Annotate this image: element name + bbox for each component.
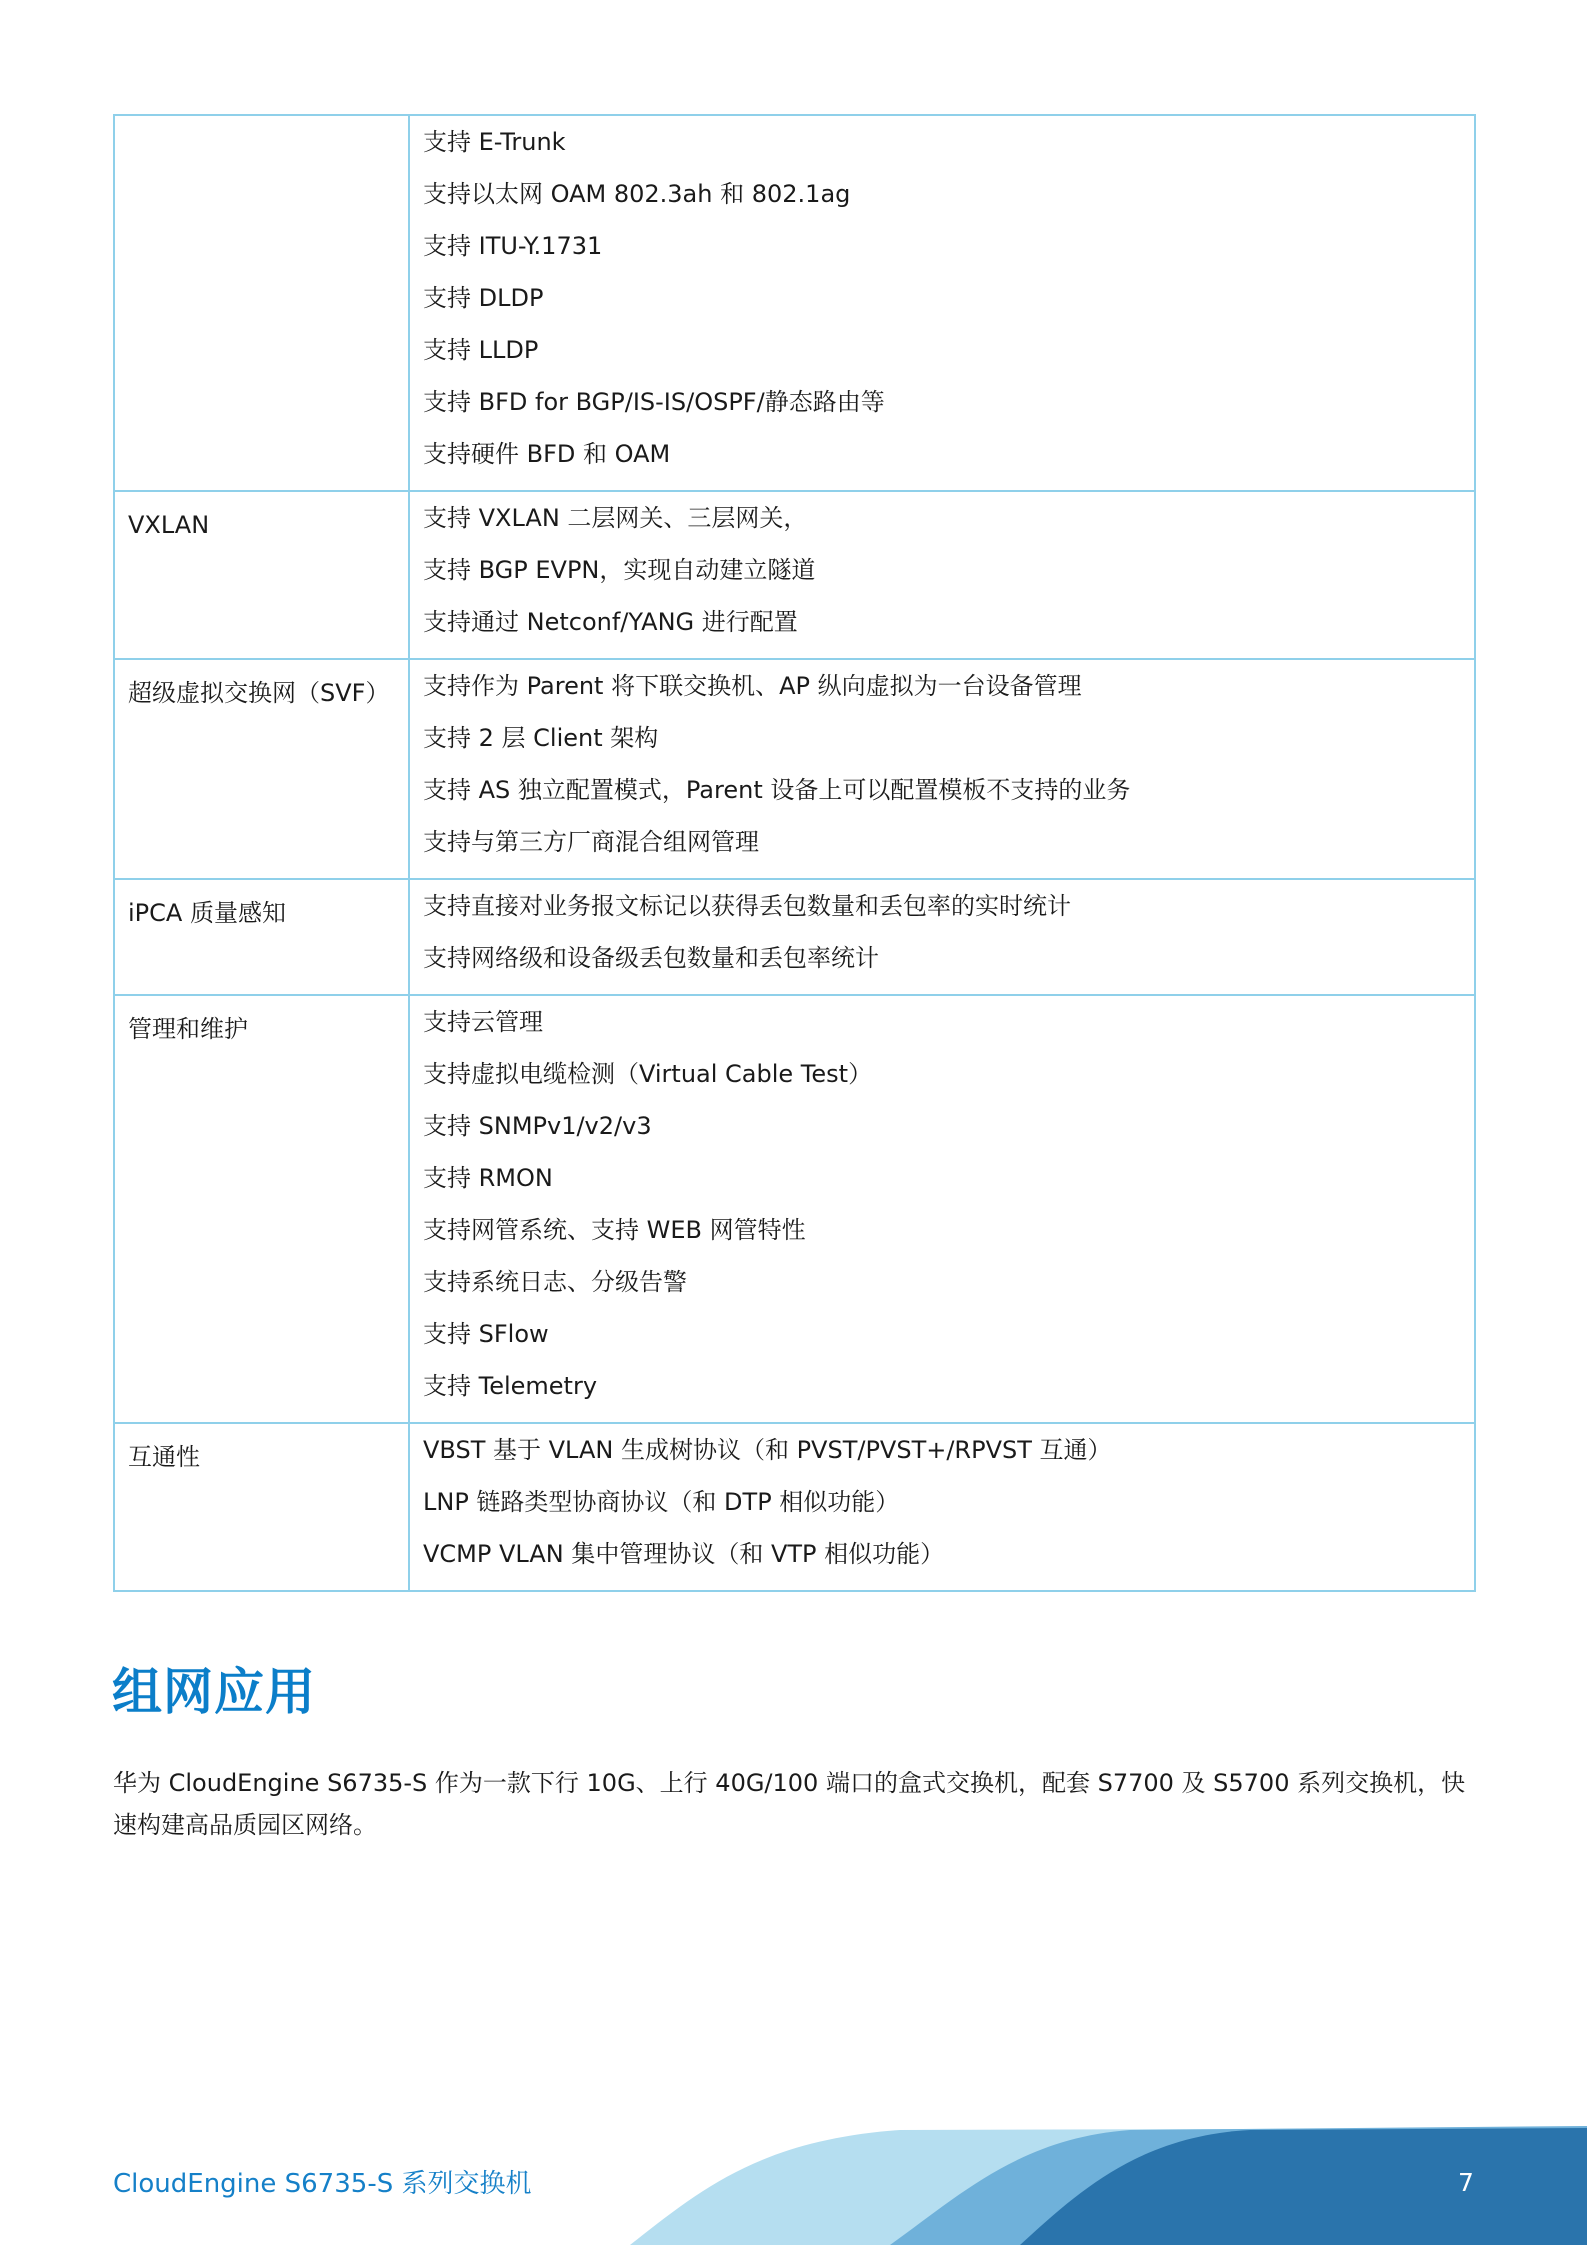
description-cell [409,879,1475,995]
list-item: 支持网络级和设备级丢包数量和丢包率统计 [423,944,879,972]
list-item: 支持通过 Netconf/YANG 进行配置 [423,608,798,636]
section-title: 组网应用 [112,1663,316,1721]
list-item: VCMP VLAN 集中管理协议（和 VTP 相似功能） [423,1540,945,1568]
list-item: 支持以太网 OAM 802.3ah 和 802.1ag [423,180,851,208]
list-item: 支持虚拟电缆检测（Virtual Cable Test） [423,1060,873,1088]
list-item: 支持 SNMPv1/v2/v3 [423,1112,652,1140]
table-row [114,995,1475,1423]
list-item: 支持作为 Parent 将下联交换机、AP 纵向虚拟为一台设备管理 [423,672,1082,700]
spec-table [113,114,1476,1592]
list-item: 支持网管系统、支持 WEB 网管特性 [423,1216,806,1244]
list-item: 支持 E-Trunk [423,128,566,156]
list-item: 支持 BGP EVPN，实现自动建立隧道 [423,556,816,584]
feature-cell: VXLAN [114,491,409,659]
table-row [114,491,1475,659]
feature-cell: 超级虚拟交换网（SVF） [114,659,409,879]
list-item: 支持 Telemetry [423,1372,598,1400]
description-cell [409,115,1475,491]
list-item: LNP 链路类型协商协议（和 DTP 相似功能） [423,1488,900,1516]
list-item: 支持 BFD for BGP/IS-IS/OSPF/静态路由等 [423,388,885,416]
feature-cell: iPCA 质量感知 [114,879,409,995]
feature-cell: 互通性 [114,1423,409,1591]
list-item: 支持硬件 BFD 和 OAM [423,440,671,468]
list-item: 支持 2 层 Client 架构 [423,724,659,752]
feature-cell: 管理和维护 [114,995,409,1423]
description-cell [409,1423,1475,1591]
table-row [114,879,1475,995]
list-item: 支持系统日志、分级告警 [423,1268,687,1296]
list-item: 支持与第三方厂商混合组网管理 [423,828,759,856]
description-cell [409,491,1475,659]
list-item: 支持 DLDP [423,284,544,312]
list-item: 支持 SFlow [423,1320,549,1348]
footer-product-name: CloudEngine S6735-S 系列交换机 [113,2169,532,2199]
spec-table-body [114,115,1475,1591]
description-cell [409,995,1475,1423]
feature-cell [114,115,409,491]
table-row [114,115,1475,491]
list-item: VBST 基于 VLAN 生成树协议（和 PVST/PVST+/RPVST 互通） [423,1436,1112,1464]
description-cell [409,659,1475,879]
page-number: 7 [1458,2168,1474,2197]
list-item: 支持 ITU-Y.1731 [423,232,603,260]
list-item: 支持 AS 独立配置模式，Parent 设备上可以配置模板不支持的业务 [423,776,1131,804]
list-item: 支持 LLDP [423,336,539,364]
table-row [114,659,1475,879]
list-item: 支持 VXLAN 二层网关、三层网关， [423,504,808,532]
list-item: 支持 RMON [423,1164,553,1192]
list-item: 支持直接对业务报文标记以获得丢包数量和丢包率的实时统计 [423,892,1071,920]
section-body: 华为 CloudEngine S6735-S 作为一款下行 10G、上行 40G/100 端口的盒式交换机，配套 S7700 及 S5700 系列交换机，快速构建高品质园区网络。 [113,1769,1466,1839]
list-item: 支持云管理 [423,1008,543,1036]
table-row [114,1423,1475,1591]
